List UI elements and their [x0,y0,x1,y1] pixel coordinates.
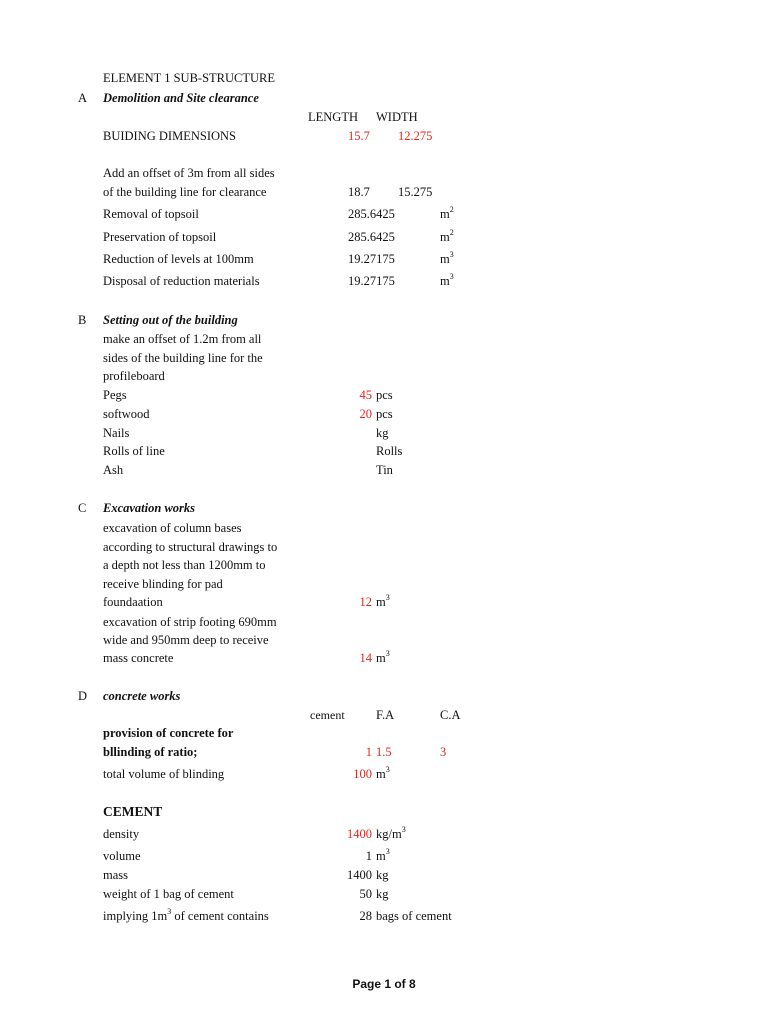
bags-per-m3-label: implying $1m^3$ of cement contains [103,906,269,923]
offset-text-line1: Add an offset of 3m from all sides [103,166,275,180]
length-header: LENGTH [308,110,358,124]
volume-unit: $m^3$ [376,846,390,863]
element-title: ELEMENT 1 SUB-STRUCTURE [103,71,275,85]
b-row-unit: kg [376,426,389,440]
b-row-label: Ash [103,463,124,477]
section-b-letter: B [78,313,87,327]
mass-value: 1400 [347,868,372,882]
b-text-line: make an offset of 1.2m from all [103,332,262,346]
b-row-value: 45 [359,388,372,402]
section-d-letter: D [78,689,88,703]
blinding-volume-value: 100 [353,767,372,781]
cement-heading: CEMENT [103,804,163,819]
section-c-letter: C [78,501,87,515]
offset-text-line2: of the building line for clearance [103,185,267,199]
c-text-line: foundaation [103,595,163,609]
c-column-bases-unit: $m^3$ [376,592,390,609]
a-row-value: 19.27175 [348,274,395,288]
bag-weight-value: 50 [359,887,372,901]
c-strip-footing-unit: $m^3$ [376,648,390,665]
a-row-label: Removal of topsoil [103,207,199,221]
c-text-line: according to structural drawings to [103,540,278,554]
b-text-line: profileboard [103,369,165,383]
b-row-label: softwood [103,407,150,421]
offset-width: 15.275 [398,185,433,199]
section-b-title: Setting out of the building [103,313,238,327]
a-row-label: Reduction of levels at 100mm [103,252,254,266]
volume-value: 1 [365,849,372,863]
building-dimensions-label: BUIDING DIMENSIONS [103,129,236,143]
ratio-cement-value: 1 [365,745,372,759]
b-row-unit: Rolls [376,444,403,458]
b-row-label: Pegs [103,388,127,402]
c-text-line: excavation of column bases [103,521,242,535]
a-row-value: 285.6425 [348,207,395,221]
section-a-letter: A [78,91,88,105]
a-row-unit: $m^2$ [440,204,454,221]
volume-label: volume [103,849,141,863]
bag-weight-unit: kg [376,887,389,901]
section-c-title: Excavation works [103,501,196,515]
mass-label: mass [103,868,128,882]
ratio-ca-value: 3 [440,745,447,759]
width-header: WIDTH [376,110,418,124]
a-row-unit: $m^3$ [440,271,454,288]
a-row-label: Preservation of topsoil [103,230,217,244]
c-text-line: a depth not less than 1200mm to [103,558,266,572]
provision-text-line1: provision of concrete for [103,726,234,740]
ratio-header-cement: cement [310,708,345,722]
a-row-unit: $m^3$ [440,249,454,266]
provision-text-line2: bllinding of ratio; [103,745,198,759]
b-row-label: Nails [103,426,130,440]
b-row-unit: pcs [376,407,393,421]
building-width: 12.275 [398,129,433,143]
blinding-volume-unit: $m^3$ [376,764,390,781]
a-row-label: Disposal of reduction materials [103,274,260,288]
ratio-header-fa: F.A [376,708,395,722]
b-row-label: Rolls of line [103,444,165,458]
c-text-line: receive blinding for pad [103,577,223,591]
bags-per-m3-unit: bags of cement [376,909,452,923]
c-strip-footing-value: 14 [359,651,372,665]
c-column-bases-value: 12 [359,595,372,609]
b-text-line: sides of the building line for the [103,351,263,365]
b-row-unit: pcs [376,388,393,402]
c-text-line: wide and 950mm deep to receive [103,633,269,647]
density-value: 1400 [347,827,372,841]
density-label: density [103,827,140,841]
section-a-title: Demolition and Site clearance [103,91,259,105]
bag-weight-label: weight of 1 bag of cement [103,887,234,901]
offset-length: 18.7 [348,185,370,199]
a-row-value: 285.6425 [348,230,395,244]
ratio-header-ca: C.A [440,708,461,722]
b-row-value: 20 [359,407,372,421]
a-row-value: 19.27175 [348,252,395,266]
bags-per-m3-value: 28 [359,909,372,923]
blinding-volume-label: total volume of blinding [103,767,225,781]
page-number: Page 1 of 8 [352,977,416,991]
b-row-unit: Tin [376,463,393,477]
building-length: 15.7 [348,129,370,143]
c-text-line: excavation of strip footing 690mm [103,615,277,629]
mass-unit: kg [376,868,389,882]
ratio-fa-value: 1.5 [376,745,392,759]
a-row-unit: $m^2$ [440,227,454,244]
c-text-line: mass concrete [103,651,174,665]
section-d-title: concrete works [103,689,181,703]
density-unit: $kg/m^3$ [376,824,406,841]
